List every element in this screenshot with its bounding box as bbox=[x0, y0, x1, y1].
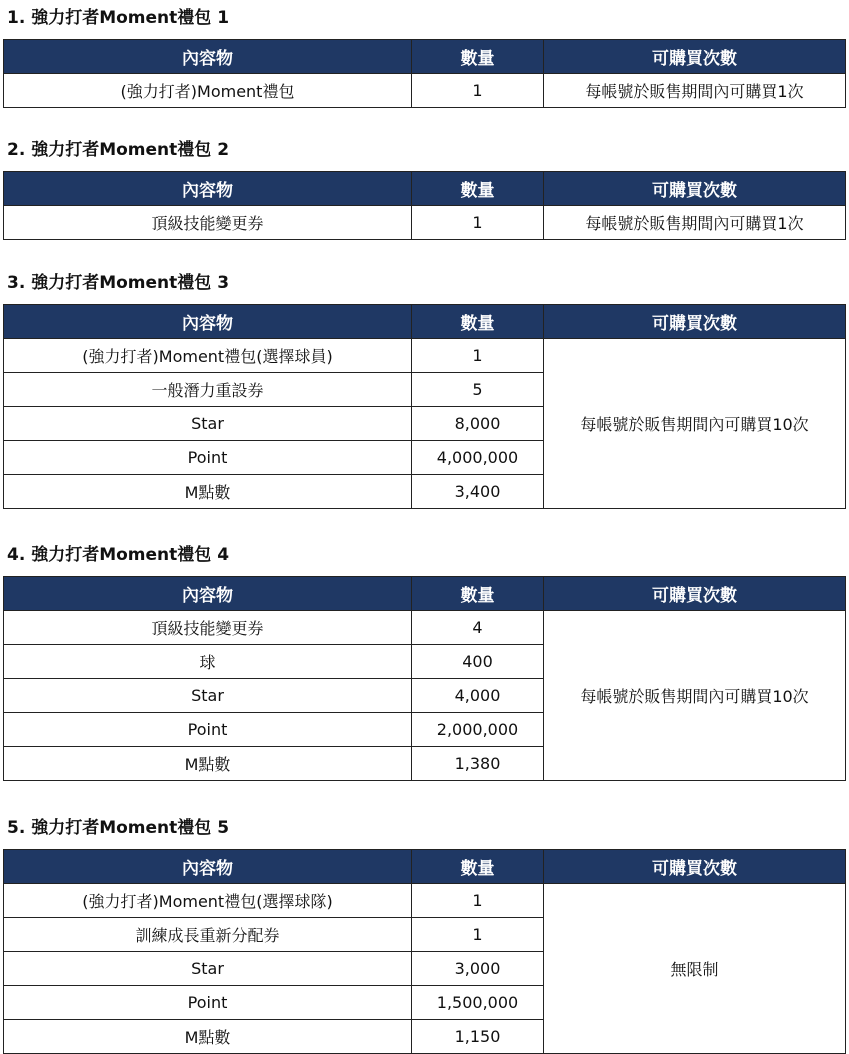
item-name: Point bbox=[4, 441, 412, 475]
table-row bbox=[4, 206, 846, 240]
item-name: (強力打者)Moment禮包(選擇球隊) bbox=[4, 884, 412, 918]
item-quantity: 8,000 bbox=[412, 407, 544, 441]
item-quantity: 1,150 bbox=[412, 1020, 544, 1054]
item-quantity: 5 bbox=[412, 373, 544, 407]
package-table bbox=[3, 849, 846, 1054]
header-quantity: 數量 bbox=[412, 172, 544, 206]
item-quantity: 4 bbox=[412, 611, 544, 645]
item-name: Point bbox=[4, 713, 412, 747]
package-title: 2. 強力打者Moment禮包 2 bbox=[7, 140, 230, 160]
item-quantity: 4,000 bbox=[412, 679, 544, 713]
header-quantity: 數量 bbox=[412, 850, 544, 884]
item-name: Star bbox=[4, 407, 412, 441]
header-quantity: 數量 bbox=[412, 305, 544, 339]
header-row bbox=[4, 305, 846, 339]
item-name: 球 bbox=[4, 645, 412, 679]
header-content: 內容物 bbox=[4, 305, 412, 339]
item-name: 頂級技能變更券 bbox=[4, 611, 412, 645]
table-row bbox=[4, 611, 846, 645]
item-name: 一般潛力重設券 bbox=[4, 373, 412, 407]
item-name: M點數 bbox=[4, 475, 412, 509]
item-name: M點數 bbox=[4, 747, 412, 781]
purchase-limit: 每帳號於販售期間內可購買1次 bbox=[544, 74, 846, 108]
header-row bbox=[4, 850, 846, 884]
purchase-limit: 每帳號於販售期間內可購買10次 bbox=[544, 611, 846, 781]
item-quantity: 3,000 bbox=[412, 952, 544, 986]
purchase-limit: 無限制 bbox=[544, 884, 846, 1054]
package-title: 3. 強力打者Moment禮包 3 bbox=[7, 273, 230, 293]
package-title: 4. 強力打者Moment禮包 4 bbox=[7, 545, 230, 565]
item-quantity: 1,500,000 bbox=[412, 986, 544, 1020]
item-quantity: 1 bbox=[412, 918, 544, 952]
header-limit: 可購買次數 bbox=[544, 305, 846, 339]
item-quantity: 400 bbox=[412, 645, 544, 679]
header-content: 內容物 bbox=[4, 172, 412, 206]
header-content: 內容物 bbox=[4, 577, 412, 611]
item-quantity: 1 bbox=[412, 884, 544, 918]
purchase-limit: 每帳號於販售期間內可購買10次 bbox=[544, 339, 846, 509]
item-quantity: 2,000,000 bbox=[412, 713, 544, 747]
package-table bbox=[3, 39, 846, 108]
item-quantity: 4,000,000 bbox=[412, 441, 544, 475]
item-name: (強力打者)Moment禮包 bbox=[4, 74, 412, 108]
package-table bbox=[3, 576, 846, 781]
header-row bbox=[4, 172, 846, 206]
item-name: 訓練成長重新分配券 bbox=[4, 918, 412, 952]
purchase-limit: 每帳號於販售期間內可購買1次 bbox=[544, 206, 846, 240]
package-title: 5. 強力打者Moment禮包 5 bbox=[7, 818, 230, 838]
table-row bbox=[4, 884, 846, 918]
item-name: M點數 bbox=[4, 1020, 412, 1054]
header-content: 內容物 bbox=[4, 850, 412, 884]
item-quantity: 1,380 bbox=[412, 747, 544, 781]
item-quantity: 1 bbox=[412, 339, 544, 373]
item-name: (強力打者)Moment禮包(選擇球員) bbox=[4, 339, 412, 373]
header-limit: 可購買次數 bbox=[544, 40, 846, 74]
header-limit: 可購買次數 bbox=[544, 577, 846, 611]
item-name: Point bbox=[4, 986, 412, 1020]
item-name: 頂級技能變更券 bbox=[4, 206, 412, 240]
table-row bbox=[4, 74, 846, 108]
package-table bbox=[3, 304, 846, 509]
header-row bbox=[4, 40, 846, 74]
item-name: Star bbox=[4, 679, 412, 713]
header-row bbox=[4, 577, 846, 611]
header-content: 內容物 bbox=[4, 40, 412, 74]
header-limit: 可購買次數 bbox=[544, 172, 846, 206]
item-quantity: 1 bbox=[412, 206, 544, 240]
item-quantity: 3,400 bbox=[412, 475, 544, 509]
table-row bbox=[4, 339, 846, 373]
header-quantity: 數量 bbox=[412, 40, 544, 74]
header-quantity: 數量 bbox=[412, 577, 544, 611]
item-name: Star bbox=[4, 952, 412, 986]
package-table bbox=[3, 171, 846, 240]
package-title: 1. 強力打者Moment禮包 1 bbox=[7, 8, 230, 28]
header-limit: 可購買次數 bbox=[544, 850, 846, 884]
item-quantity: 1 bbox=[412, 74, 544, 108]
